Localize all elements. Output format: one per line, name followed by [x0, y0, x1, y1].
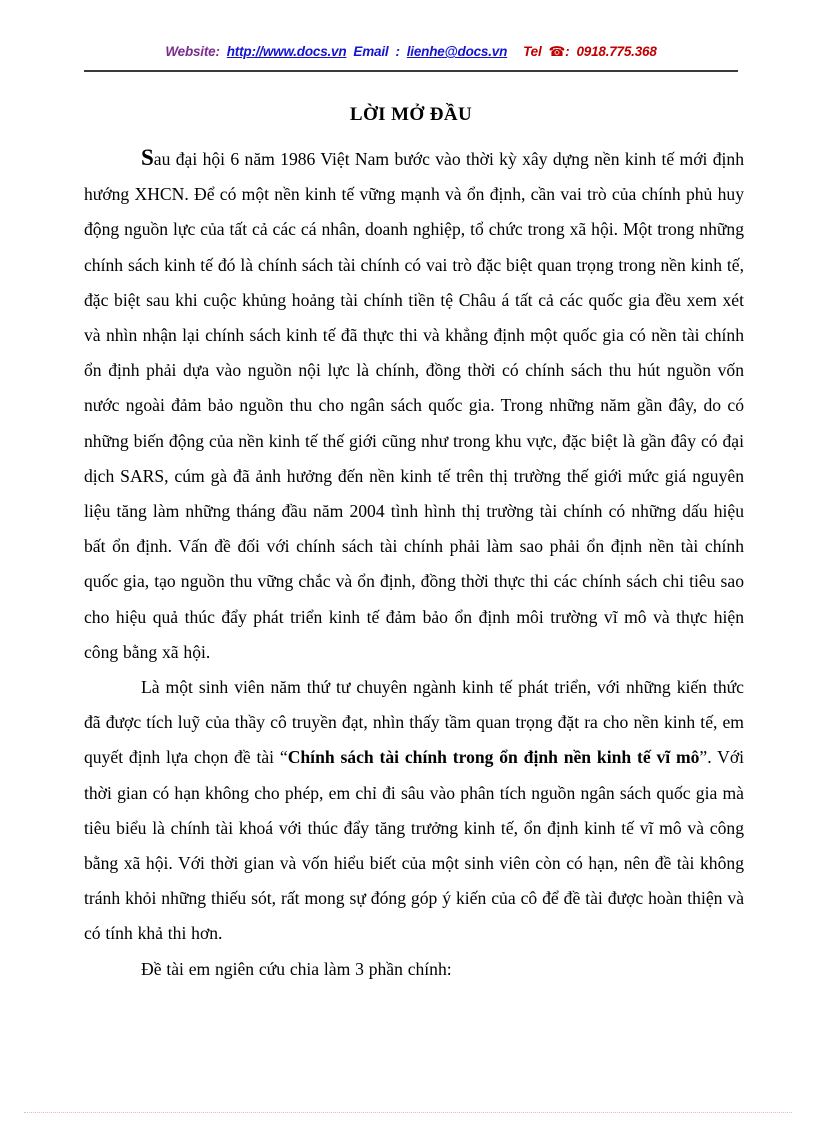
paragraph-1-dropcap: S: [141, 145, 154, 170]
paragraph-2-text-before-topic: Là một sinh viên năm thứ tư chuyên ngành kinh tế phát triển, với những kiến thức đã được tích luỹ của thầy cô truyền đạt, nhìn thấy tầm quan trọng đặt ra cho nền kinh tế, em quyết định lựa chọn đề tài “: [84, 677, 744, 768]
header-website-label: Website: [165, 44, 216, 59]
paragraph-1: [84, 142, 744, 670]
footer-divider: [24, 1112, 792, 1113]
telephone-icon: ☎: [548, 44, 566, 59]
header-tel-number: 0918.775.368: [576, 44, 657, 59]
header-tel-label: Tel: [523, 44, 542, 59]
header-divider: [84, 70, 738, 72]
paragraph-2-text-after-topic: ”. Với thời gian có hạn không cho phép, em chỉ đi sâu vào phân tích nguồn ngân sách quốc gia mà tiêu biểu là chính tài khoá với thúc đẩy tăng trưởng kinh tế, ổn định kinh tế vĩ mô và công bằng xã hội. Với thời gian và vốn hiểu biết của một sinh viên còn có hạn, nên đề tài không tránh khỏi những thiếu sót, rất mong sự đóng góp ý kiến của cô để đề tài được hoàn thiện và có tính khả thi hơn.: [84, 747, 745, 944]
header-tel-separator: :: [565, 44, 570, 59]
paragraph-2: [84, 670, 744, 952]
header-email-link[interactable]: lienhe@docs.vn: [406, 44, 508, 59]
paragraph-1-text: au đại hội 6 năm 1986 Việt Nam bước vào thời kỳ xây dựng nền kinh tế mới định hướng XHCN. Để có một nền kinh tế vững mạnh và ổn định, cần vai trò của chính phủ huy động nguồn lực của tất cả các cá nhân, doanh nghiệp, tổ chức trong xã hội. Một trong những chính sách kinh tế đó là chính sách tài chính có vai trò đặc biệt quan trọng trong nền kinh tế, đặc biệt sau khi cuộc khủng hoảng tài chính tiền tệ Châu á tất cả các quốc gia đều xem xét và nhìn nhận lại chính sách kinh tế đã thực thi và khẳng định một quốc gia có nền tài chính ổn định phải dựa vào nguồn nội lực là chính, đồng thời có chính sách thu hút nguồn vốn nước ngoài đảm bảo nguồn thu cho ngân sách quốc gia. Trong những năm gần đây, do có những biến động của nền kinh tế thế giới cũng như trong khu vực, đặc biệt là gần đây có đại dịch SARS, cúm gà đã ảnh hưởng đến nền kinh tế trên thị trường thế giới mức giá nguyên liệu tăng làm những tháng đầu năm 2004 tình hình thị trường tài chính có những dấu hiệu bất ổn định. Vấn đề đối với chính sách tài chính phải làm sao phải ổn định nền tài chính quốc gia, tạo nguồn thu vững chắc và ổn định, đồng thời thực thi các chính sách chi tiêu sao cho hiệu quả thúc đẩy phát triển kinh tế đảm bảo ổn định môi trường vĩ mô và thực hiện công bằng xã hội.: [84, 149, 744, 662]
header-email-label: Email: [353, 44, 389, 59]
header-email-separator: :: [395, 44, 400, 59]
paragraph-3: Đề tài em ngiên cứu chia làm 3 phần chính:: [141, 958, 452, 979]
header-website-link[interactable]: http://www.docs.vn: [226, 44, 347, 59]
page-title: LỜI MỞ ĐẦU: [349, 104, 473, 125]
page-header: [84, 44, 738, 70]
thesis-topic-title: Chính sách tài chính trong ổn định nền kinh tế vĩ mô: [287, 747, 700, 768]
document-body: [84, 142, 744, 987]
header-website-separator: :: [215, 44, 220, 59]
